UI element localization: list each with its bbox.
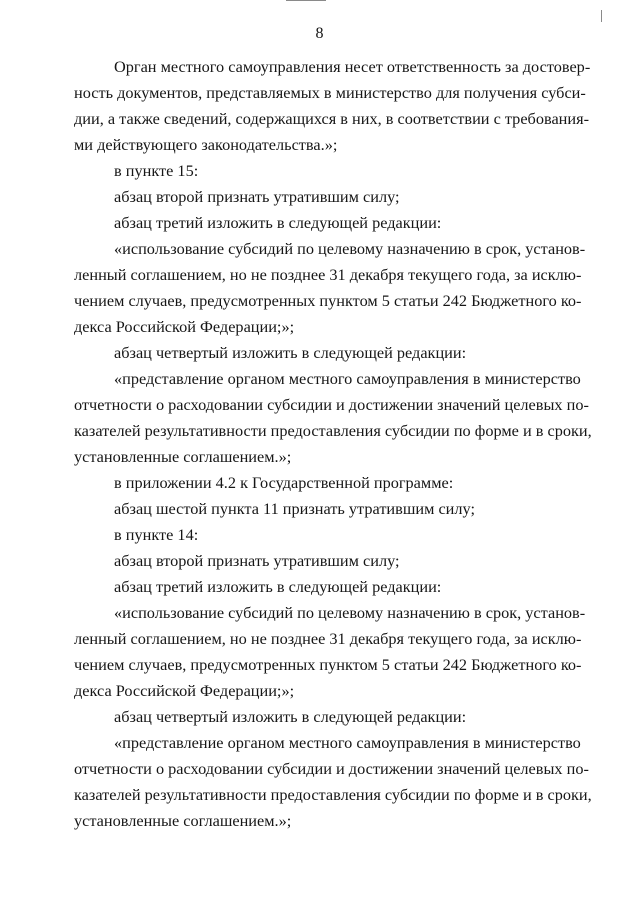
text-line: абзац третий изложить в следующей редакции:	[114, 577, 442, 596]
text-line: абзац второй признать утратившим силу;	[114, 187, 400, 206]
text-line: установленные соглашением.»;	[74, 447, 292, 466]
text-line: казателей результативности предоставления субсидии по форме и в сроки,	[74, 785, 592, 804]
text-line: абзац шестой пункта 11 признать утратившим силу;	[114, 499, 475, 518]
text-line: чением случаев, предусмотренных пунктом 5 статьи 242 Бюджетного ко-	[74, 655, 582, 674]
scan-artifact-top	[286, 0, 326, 1]
text-line: в пункте 14:	[114, 525, 199, 544]
text-line: ность документов, представляемых в министерство для получения субси-	[74, 83, 586, 102]
text-line: отчетности о расходовании субсидии и достижении значений целевых по-	[74, 395, 589, 414]
text-line: чением случаев, предусмотренных пунктом 5 статьи 242 Бюджетного ко-	[74, 291, 582, 310]
text-line: в приложении 4.2 к Государственной программе:	[114, 473, 454, 492]
text-line: декса Российской Федерации;»;	[74, 317, 295, 336]
text-line: в пункте 15:	[114, 161, 199, 180]
scan-artifact-right	[601, 10, 602, 22]
text-line: ленный соглашением, но не позднее 31 декабря текущего года, за исклю-	[74, 265, 582, 284]
text-line: «представление органом местного самоуправления в министерство	[114, 369, 581, 388]
document-body	[74, 54, 592, 834]
text-line: установленные соглашением.»;	[74, 811, 292, 830]
text-line: отчетности о расходовании субсидии и достижении значений целевых по-	[74, 759, 589, 778]
text-line: Орган местного самоуправления несет ответственность за достовер-	[114, 57, 591, 76]
text-line: абзац четвертый изложить в следующей редакции:	[114, 707, 467, 726]
text-line: дии, а также сведений, содержащихся в них, в соответствии с требования-	[74, 109, 590, 128]
text-line: «представление органом местного самоуправления в министерство	[114, 733, 581, 752]
text-line: ми действующего законодательства.»;	[74, 135, 338, 154]
text-line: абзац второй признать утратившим силу;	[114, 551, 400, 570]
text-line: абзац третий изложить в следующей редакции:	[114, 213, 442, 232]
page-number: 8	[315, 25, 324, 42]
text-line: ленный соглашением, но не позднее 31 декабря текущего года, за исклю-	[74, 629, 582, 648]
text-line: декса Российской Федерации;»;	[74, 681, 295, 700]
text-line: казателей результативности предоставления субсидии по форме и в сроки,	[74, 421, 592, 440]
text-line: «использование субсидий по целевому назначению в срок, установ-	[114, 239, 586, 258]
text-line: абзац четвертый изложить в следующей редакции:	[114, 343, 467, 362]
text-line: «использование субсидий по целевому назначению в срок, установ-	[114, 603, 586, 622]
